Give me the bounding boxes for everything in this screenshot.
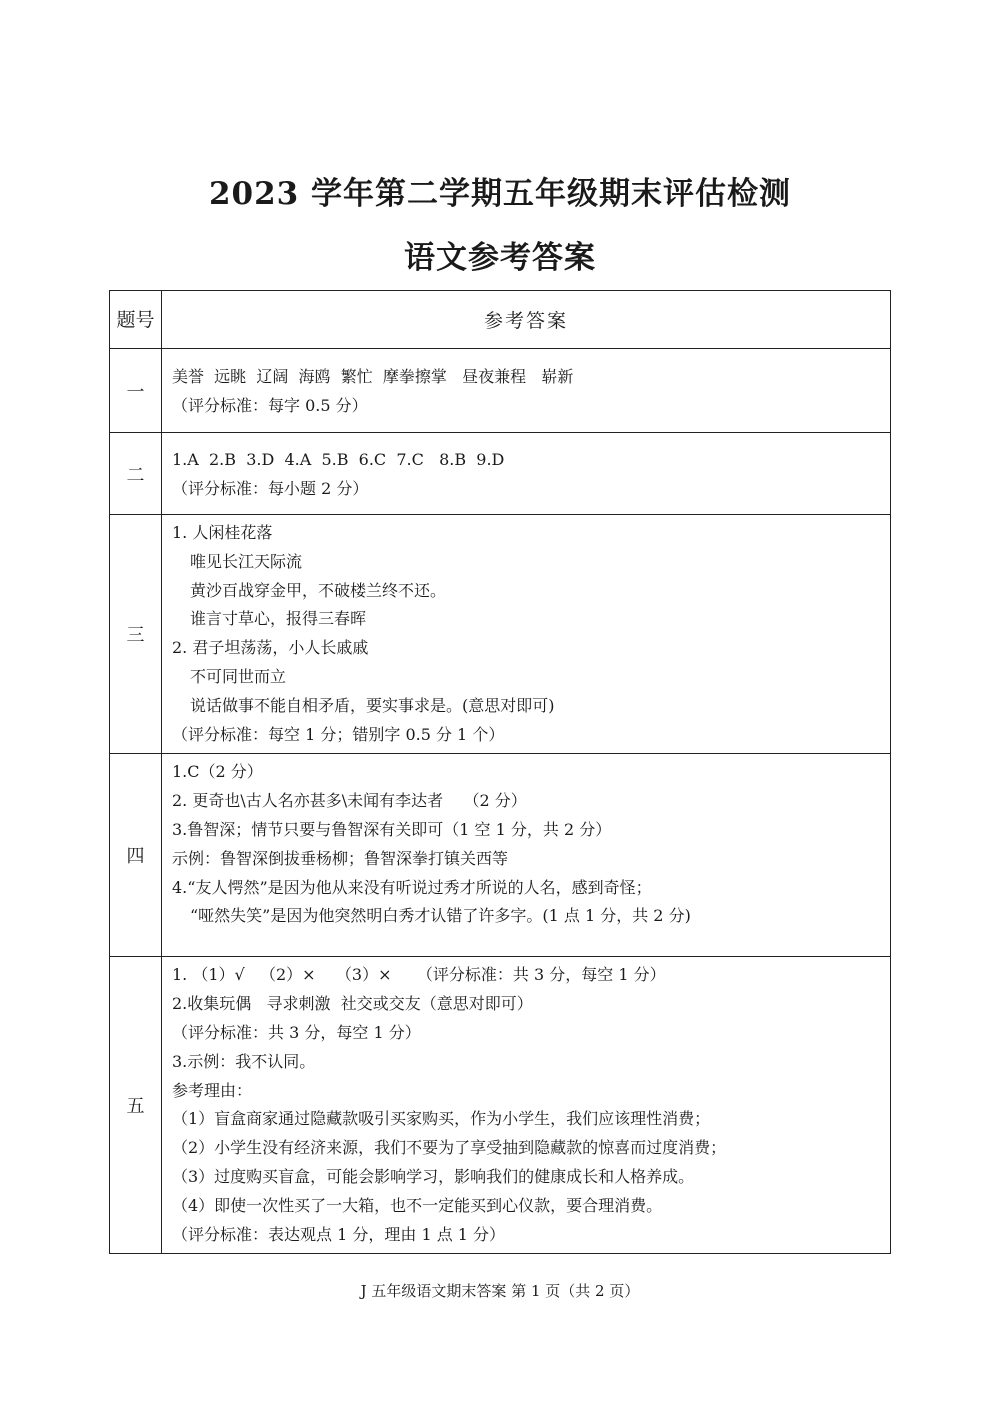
- answer-line: （评分标准：每小题 2 分）: [172, 478, 369, 498]
- answer-line: 1. （1）√ （2）× （3）× （评分标准：共 3 分，每空 1 分）: [172, 965, 666, 985]
- answer-line: “哑然失笑”是因为他突然明白秀才认错了许多字。(1 点 1 分，共 2 分): [190, 906, 691, 926]
- answer-line: 美誉 远眺 辽阔 海鸥 繁忙 摩拳擦掌 昼夜兼程 崭新: [172, 367, 574, 386]
- answer-line: 不可同世而立: [190, 666, 287, 686]
- question-number: 三: [110, 515, 162, 754]
- table-row: [110, 433, 891, 515]
- answer-line: 1. 人闲桂花落: [172, 523, 273, 542]
- answer-line: 说话做事不能自相矛盾，要实事求是。(意思对即可): [190, 695, 555, 715]
- question-number: 一: [110, 349, 162, 433]
- answer-line: （评分标准：每空 1 分；错别字 0.5 分 1 个）: [172, 724, 505, 744]
- document-subtitle: 语文参考答案: [404, 240, 596, 276]
- header-reference-answer: 参考答案: [162, 291, 891, 349]
- answer-line: （1）盲盒商家通过隐藏款吸引买家购买，作为小学生，我们应该理性消费；: [172, 1109, 711, 1129]
- answer-line: 2. 更奇也\古人名亦甚多\未闻有李达者 （2 分）: [172, 791, 527, 811]
- answer-line: 参考理由：: [172, 1080, 253, 1100]
- question-number: 四: [110, 754, 162, 957]
- answer-line: 3.示例：我不认同。: [172, 1051, 316, 1071]
- answer-cell: [162, 349, 891, 433]
- answer-table: [109, 290, 891, 1254]
- question-number: 二: [110, 433, 162, 515]
- question-number: 五: [110, 957, 162, 1254]
- page-footer: J 五年级语文期末答案 第 1 页（共 2 页）: [360, 1282, 640, 1300]
- table-row: [110, 515, 891, 754]
- answer-line: 黄沙百战穿金甲，不破楼兰终不还。: [190, 580, 447, 600]
- answer-cell: [162, 754, 891, 957]
- answer-line: 1.C（2 分）: [172, 762, 263, 782]
- answer-line: （评分标准：每字 0.5 分）: [172, 395, 368, 415]
- answer-line: （4）即使一次性买了一大箱，也不一定能买到心仪款，要合理消费。: [172, 1195, 663, 1215]
- header-question-number: 题号: [110, 291, 162, 349]
- document-title: 2023 学年第二学期五年级期末评估检测: [208, 176, 792, 212]
- answer-line: （3）过度购买盲盒，可能会影响学习，影响我们的健康成长和人格养成。: [172, 1166, 695, 1186]
- answer-line: 4.“友人愕然”是因为他从来没有听说过秀才所说的人名，感到奇怪；: [172, 877, 652, 897]
- answer-cell: [162, 433, 891, 515]
- answer-cell: [162, 515, 891, 754]
- answer-line: 示例：鲁智深倒拔垂杨柳；鲁智深拳打镇关西等: [172, 848, 509, 868]
- answer-line: （2）小学生没有经济来源，我们不要为了享受抽到隐藏款的惊喜而过度消费；: [172, 1138, 727, 1158]
- answer-line: 谁言寸草心，报得三春晖: [190, 609, 367, 629]
- answer-line: 1.A 2.B 3.D 4.A 5.B 6.C 7.C 8.B 9.D: [172, 450, 505, 469]
- answer-line: 3.鲁智深；情节只要与鲁智深有关即可（1 空 1 分，共 2 分）: [172, 819, 612, 839]
- answer-line: 2. 君子坦荡荡，小人长戚戚: [172, 638, 369, 658]
- table-row: [110, 349, 891, 433]
- answer-line: 2.收集玩偶 寻求刺激 社交或交友（意思对即可）: [172, 994, 533, 1014]
- table-row: [110, 957, 891, 1254]
- answer-line: （评分标准：表达观点 1 分，理由 1 点 1 分）: [172, 1224, 506, 1244]
- table-header-row: [110, 291, 891, 349]
- answer-line: （评分标准：共 3 分，每空 1 分）: [172, 1022, 421, 1042]
- answer-line: 唯见长江天际流: [190, 551, 303, 571]
- answer-cell: [162, 957, 891, 1254]
- table-row: [110, 754, 891, 957]
